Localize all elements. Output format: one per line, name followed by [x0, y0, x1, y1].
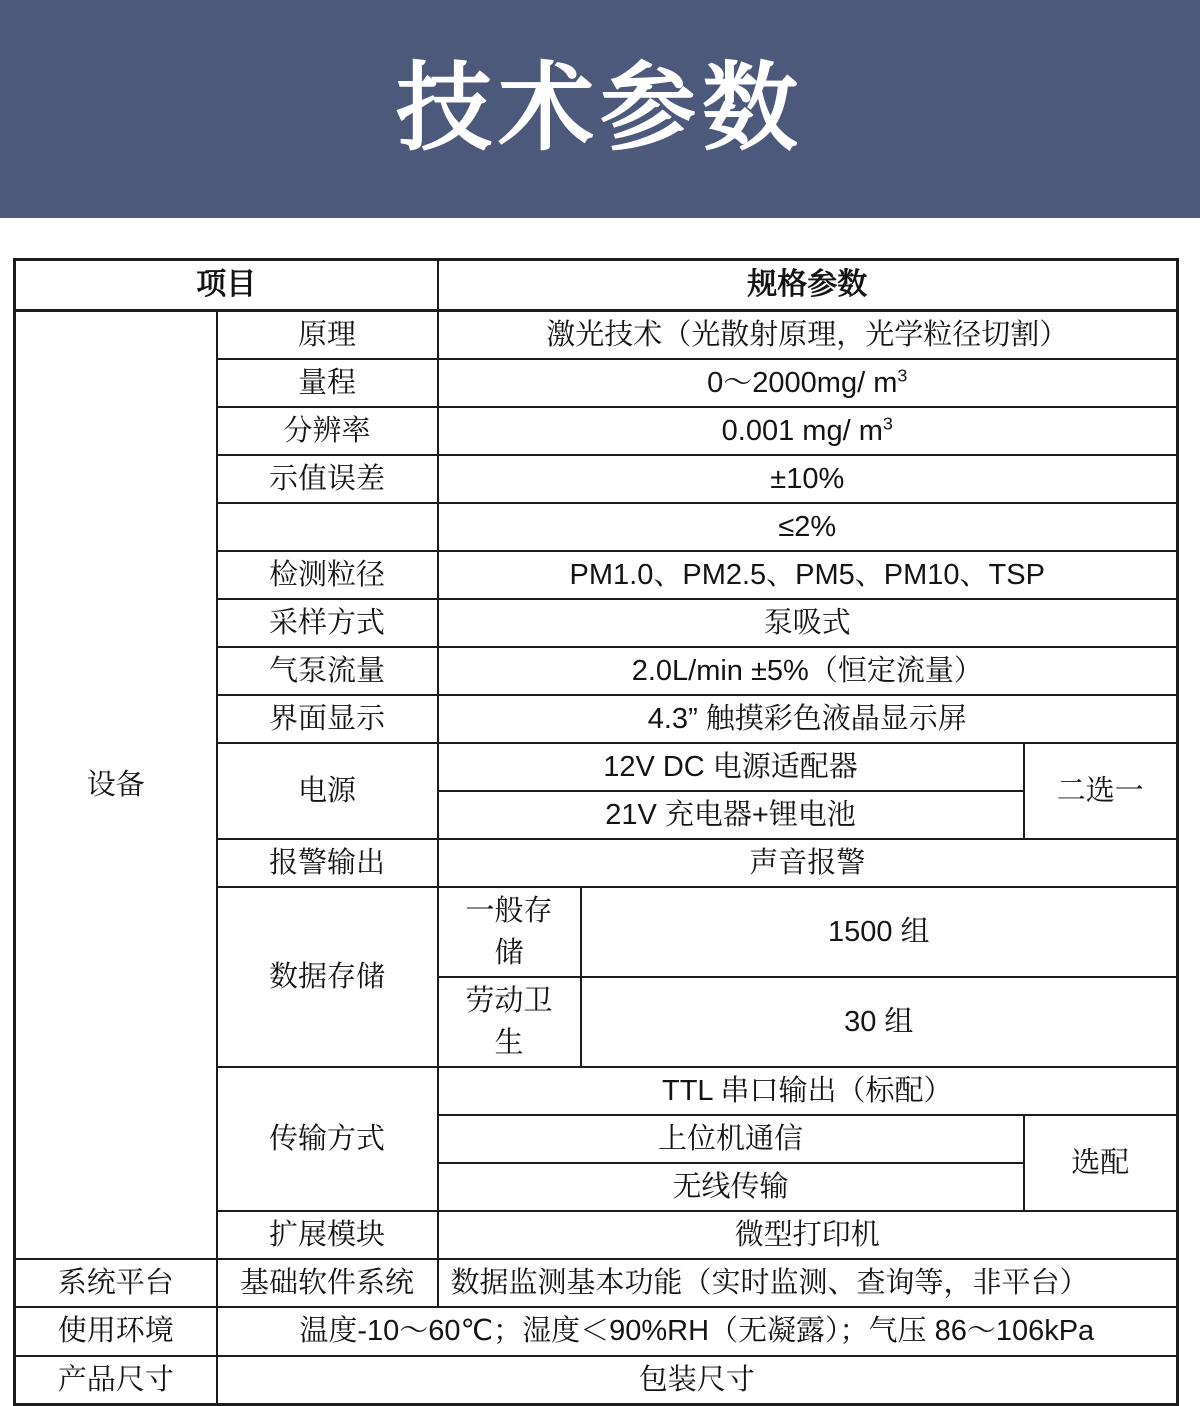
principle-label: 原理 [217, 310, 438, 359]
resolution-label: 分辨率 [217, 407, 438, 455]
expansion-value: 微型打印机 [438, 1211, 1178, 1259]
pump-flow-label: 气泵流量 [217, 647, 438, 695]
row-system [15, 1259, 1178, 1307]
storage-general-value: 1500 组 [581, 887, 1178, 977]
header-spec-cell: 规格参数 [438, 260, 1178, 311]
spec-table [13, 258, 1179, 1406]
transmission-option1: 上位机通信 [438, 1115, 1024, 1163]
pump-flow-value: 2.0L/min ±5%（恒定流量） [438, 647, 1178, 695]
system-value: 数据监测基本功能（实时监测、查询等，非平台） [438, 1259, 1178, 1307]
range-label: 量程 [217, 359, 438, 407]
repeatability-value: ≤2% [438, 503, 1178, 551]
range-superscript: 3 [897, 364, 908, 385]
indication-error-value: ±10% [438, 455, 1178, 503]
indication-error-label: 示值误差 [217, 455, 438, 503]
range-value: 0～2000mg/ $m^3$ [438, 359, 1178, 407]
sampling-label: 采样方式 [217, 599, 438, 647]
storage-general-label: 一般存储 [438, 887, 581, 977]
storage-label: 数据存储 [217, 887, 438, 1067]
display-label: 界面显示 [217, 695, 438, 743]
dimensions-value: 包装尺寸 [217, 1356, 1178, 1405]
power-option2: 21V 充电器+锂电池 [438, 791, 1024, 839]
expansion-label: 扩展模块 [217, 1211, 438, 1259]
dimensions-label: 产品尺寸 [15, 1356, 217, 1405]
system-sub-label: 基础软件系统 [217, 1259, 438, 1307]
sampling-value: 泵吸式 [438, 599, 1178, 647]
environment-label: 使用环境 [15, 1307, 217, 1355]
row-dimensions [15, 1356, 1178, 1405]
row-principle [15, 310, 1178, 359]
alarm-label: 报警输出 [217, 839, 438, 887]
transmission-option2: 无线传输 [438, 1163, 1024, 1211]
transmission-standard-value: TTL 串口输出（标配） [438, 1067, 1178, 1115]
transmission-label: 传输方式 [217, 1067, 438, 1211]
principle-value: 激光技术（光散射原理，光学粒径切割） [438, 310, 1178, 359]
storage-hygiene-value: 30 组 [581, 977, 1178, 1067]
power-option1: 12V DC 电源适配器 [438, 743, 1024, 791]
particle-sizes-value: PM1.0、PM2.5、PM5、PM10、TSP [438, 551, 1178, 599]
storage-hygiene-label: 劳动卫生 [438, 977, 581, 1067]
title-banner [0, 0, 1200, 218]
system-label: 系统平台 [15, 1259, 217, 1307]
device-group-label: 设备 [15, 310, 217, 1259]
resolution-value: 0.001 mg/ $m^3$ [438, 407, 1178, 455]
page-title: 技术参数 [396, 55, 804, 162]
resolution-superscript: 3 [882, 412, 893, 433]
environment-value: 温度-10～60℃；湿度＜90%RH（无凝露）；气压 86～106kPa [217, 1307, 1178, 1355]
row-environment [15, 1307, 1178, 1355]
header-item-cell: 项目 [15, 260, 438, 311]
transmission-note: 选配 [1024, 1115, 1178, 1211]
particle-sizes-label: 检测粒径 [217, 551, 438, 599]
display-value: 4.3” 触摸彩色液晶显示屏 [438, 695, 1178, 743]
table-header-row [15, 260, 1178, 311]
repeatability-label [217, 503, 438, 551]
power-label: 电源 [217, 743, 438, 839]
alarm-value: 声音报警 [438, 839, 1178, 887]
power-note: 二选一 [1024, 743, 1178, 839]
